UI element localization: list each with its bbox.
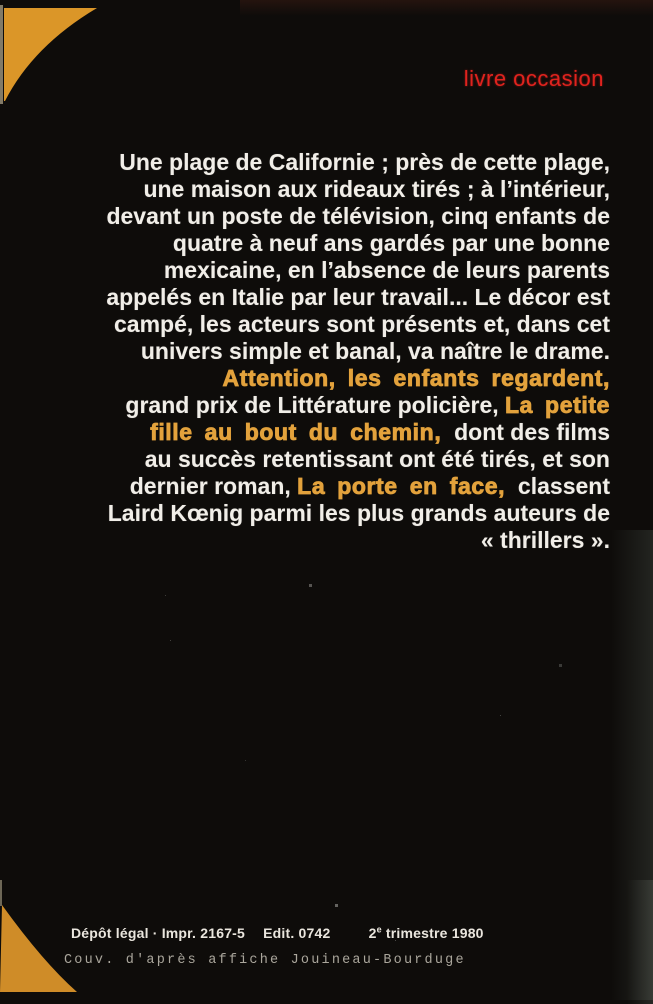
blurb-line bbox=[24, 392, 610, 419]
blurb-line bbox=[24, 473, 610, 500]
blurb-line bbox=[24, 203, 610, 230]
page-edge-sliver-bottom bbox=[0, 880, 2, 906]
trimester-ordinal: e bbox=[376, 924, 382, 935]
corner-decoration-top-left-icon bbox=[0, 0, 100, 105]
blurb-text: univers simple et banal, va naître le drame. bbox=[140, 338, 610, 364]
trimester-text: trimestre 1980 bbox=[381, 925, 484, 941]
blurb-line bbox=[24, 338, 610, 365]
blurb-line bbox=[24, 527, 610, 554]
blurb-text: au succès retentissant ont été tirés, et son bbox=[144, 446, 610, 472]
corner-decoration-bottom-left-icon bbox=[0, 903, 80, 993]
blurb-text: mexicaine, en l’absence de leurs parents bbox=[163, 257, 610, 283]
blurb-line bbox=[24, 419, 610, 446]
blurb-line bbox=[24, 500, 610, 527]
blurb-line bbox=[24, 311, 610, 338]
blurb-text: quatre à neuf ans gardés par une bonne bbox=[172, 230, 610, 256]
blurb-text: devant un poste de télévision, cinq enfants de bbox=[106, 203, 610, 229]
blurb-text: dernier roman, bbox=[129, 473, 298, 499]
blurb-text: Une plage de Californie ; près de cette plage, bbox=[119, 149, 610, 175]
blurb-line bbox=[24, 284, 610, 311]
blurb-text: « thrillers ». bbox=[480, 527, 610, 553]
legal-edition: Edit. 0742 bbox=[263, 925, 331, 941]
page-edge-sliver-top bbox=[0, 5, 3, 104]
book-title-text: fille au bout du chemin, bbox=[150, 419, 442, 445]
blurb-line bbox=[24, 446, 610, 473]
blurb-text: campé, les acteurs sont présents et, dans cet bbox=[114, 311, 610, 337]
blurb-text: grand prix de Littérature policière, bbox=[125, 392, 506, 418]
book-title-text: Attention, les enfants regardent, bbox=[222, 365, 610, 391]
blurb-line bbox=[24, 257, 610, 284]
used-book-label: livre occasion bbox=[463, 66, 604, 91]
legal-trimester bbox=[369, 925, 484, 941]
legal-line bbox=[71, 925, 484, 941]
trimester-number: 2 bbox=[368, 925, 377, 941]
blurb-text: dont des films bbox=[441, 419, 610, 445]
blurb-line bbox=[24, 230, 610, 257]
blurb-line bbox=[24, 365, 610, 392]
scan-smudge-bottom-right bbox=[627, 880, 653, 1004]
book-title-text: La petite bbox=[505, 392, 610, 418]
blurb-text: Laird Kœnig parmi les plus grands auteurs de bbox=[107, 500, 610, 526]
blurb-text: classent bbox=[505, 473, 610, 499]
cover-credit: Couv. d'après affiche Jouineau-Bourduge bbox=[64, 953, 466, 968]
blurb-text: appelés en Italie par leur travail... Le décor est bbox=[106, 284, 610, 310]
blurb-line bbox=[24, 149, 610, 176]
blurb bbox=[24, 149, 610, 554]
scan-smudge-right bbox=[611, 530, 653, 1000]
legal-registration: Dépôt légal · Impr. 2167-5 bbox=[71, 925, 246, 941]
blurb-text: une maison aux rideaux tirés ; à l’intérieur, bbox=[143, 176, 610, 202]
blurb-line bbox=[24, 176, 610, 203]
book-title-text: La porte en face, bbox=[297, 473, 506, 499]
